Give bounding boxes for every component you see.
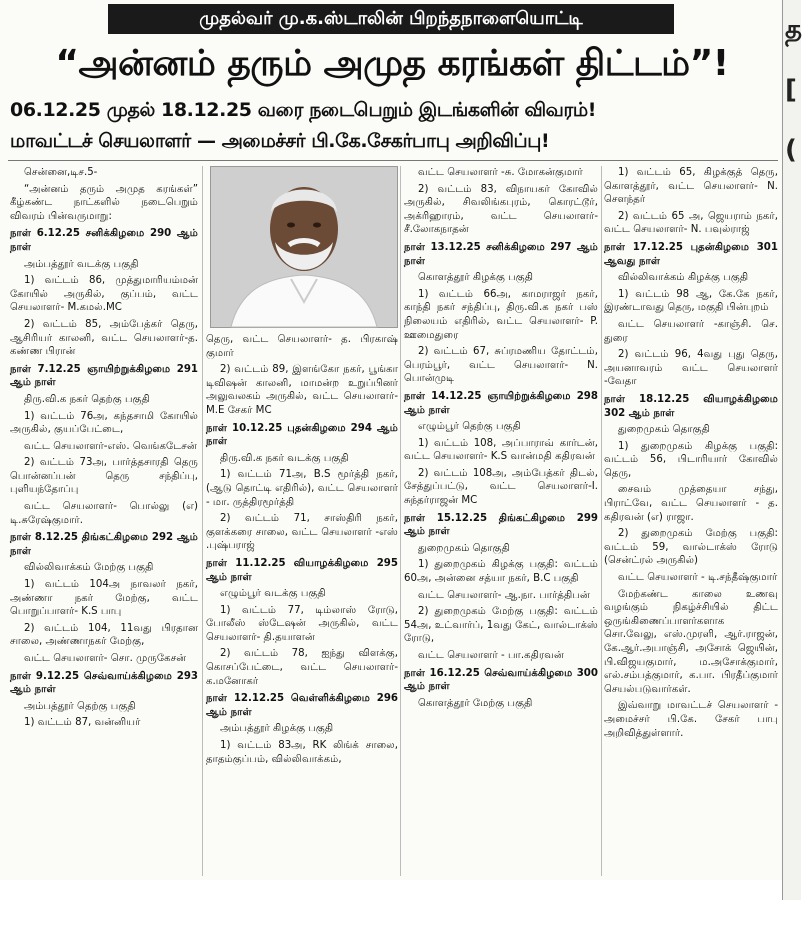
date-heading: நாள் 17.12.25 புதன்கிழமை 301 ஆவது நாள் [604, 241, 778, 267]
article-paragraph: அம்பத்தூர் வடக்கு பகுதி [24, 258, 139, 270]
article-paragraph: 1) வட்டம் 108, அப்பாராவ் கார்டன், வட்ட செயலாளர்- K.S வான்மதி கதிரவன் [404, 437, 598, 463]
article-paragraph: 2) வட்டம் 83, விநாயகர் கோவில் அருகில், சிவலிங்கபுரம், கொரட்டூர், அக்ரிஹாரம், வட்ட செயலாளர்- சீ.லோகநாதன் [404, 183, 598, 236]
edge-glyph: த [785, 15, 802, 45]
date-heading: நாள் 9.12.25 செவ்வாய்க்கிழமை 293 ஆம் நாள் [10, 670, 198, 696]
article-paragraph: 1) வட்டம் 71அ, B.S மூர்த்தி நகர், (ஆடு தொட்டி எதிரில்), வட்ட செயலாளர் - மா. ருத்திரமூர்த்தி [206, 469, 398, 508]
date-heading: நாள் 7.12.25 ஞாயிற்றுக்கிழமை 291 ஆம் நாள் [10, 363, 198, 389]
article-paragraph: 1) வட்டம் 76அ, கந்தசாமி கோயில் அருகில், குயப்பேட்டை, [10, 410, 198, 436]
article-paragraph: தெரு, வட்ட செயலாளர்- த. பிரகாஷ் குமார் [206, 334, 398, 359]
article-paragraph: 2) துறைமுகம் மேற்கு பகுதி: வட்டம் 54அ, உட்வார்ப், 1வது கேட், வால்டாக்ஸ் ரோடு, [404, 606, 598, 645]
article-paragraph: வட்ட செயலாளர் -காஞ்சி. செ. துரை [604, 318, 778, 344]
article-paragraph: 1) வட்டம் 66அ, காமராஜர் நகர், காந்தி நகர் சந்திப்பு, திரு.வி.க நகர் பஸ் நிலையம் எதிரில், வட்ட செயலாளர்- P. ஊமைதுரை [404, 288, 598, 341]
article-column-4 [604, 166, 778, 878]
article-paragraph: எழும்பூர் வடக்கு பகுதி [220, 588, 326, 600]
portrait-photo [210, 166, 398, 328]
article-paragraph: 1) வட்டம் 77, டிம்லாஸ் ரோடு, போலீஸ் ஸ்டேஷன் அருகில், வட்ட செயலாளர்- தி.தயாளன் [206, 604, 398, 643]
article-paragraph: 1) வட்டம் 104அ நாவலர் நகர், அண்ணா நகர் மேற்கு, வட்ட பொறுப்பாளர்- K.S பாபு [10, 579, 198, 618]
date-heading: நாள் 18.12.25 வியாழக்கிழமை 302 ஆம் நாள் [604, 393, 778, 419]
article-paragraph: 2) வட்டம் 71, சாஸ்திரி நகர், குளக்கரை சாலை, வட்ட செயலாளர் -எஸ் .புஷ்பராஜ் [206, 513, 398, 552]
date-heading: நாள் 14.12.25 ஞாயிற்றுக்கிழமை 298 ஆம் நாள் [404, 390, 598, 416]
article-paragraph: 2) வட்டம் 85, அம்பேத்கர் தெரு, ஆசிரியர் காலனி, வட்ட செயலாளர்-த. கண்ண பிரான் [10, 318, 198, 358]
article-paragraph: 1) துறைமுகம் கிழக்கு பகுதி: வட்டம் 56, பிடாரியார் கோவில் தெரு, [604, 440, 778, 479]
article-paragraph: அம்பத்தூர் கிழக்கு பகுதி [220, 723, 334, 735]
article-paragraph: திரு.வி.க நகர் தெற்கு பகுதி [24, 393, 150, 405]
adjacent-page-edge [782, 0, 801, 900]
article-paragraph: வட்ட செயலாளர்- பொல்லு (எ) டி.சுரேஷ்குமார். [10, 501, 198, 526]
article-paragraph: 1) வட்டம் 98 ஆ, கே.கே நகர், இரண்டாவது தெரு, மகுதி பின்புறம் [604, 288, 778, 314]
article-paragraph: வட்ட செயலாளர் - டி.சந்தீஷ்குமார் [618, 572, 778, 584]
article-paragraph: திரு.வி.க நகர் வடக்கு பகுதி [220, 452, 349, 464]
article-paragraph: “அன்னம் தரும் அமுத கரங்கள்” கீழ்கண்ட நாட்களில் நடைபெறும் விவரம் பின்வருமாறு: [10, 183, 198, 222]
article-paragraph: சைவம் முத்தையா சந்து, பிராட்வே, வட்ட செயலாளர் - த. கதிரவன் (எ) ராஜா. [604, 484, 778, 523]
article-paragraph: மேற்கண்ட காலை உணவு வழங்கும் நிகழ்ச்சியில் திட்ட ஒருங்கிணைப்பாளர்களாக சொ.வேலு, எஸ்.முரளி, ஆர்.ராஜன், கே.ஆர்.அபாஞ்சி, அசோக் ஜெயின், பி.விஜயகுமார், ம.அசோக்குமார், எல்.சம்பத்குமார், க.பா. பிரதீப்குமார் செயல்படுவார்கள். [604, 588, 778, 695]
article-column-1 [10, 166, 198, 878]
article-paragraph: 2) வட்டம் 96, 4வது புது தெரு, அயனாவரம் வட்ட செயலாளர் -வேதா [604, 349, 778, 388]
header-divider [8, 160, 778, 161]
article-column-2 [206, 333, 398, 878]
article-paragraph: வில்லிவாக்கம் மேற்கு பகுதி [24, 562, 154, 574]
headline: “அன்னம் தரும் அமுத கரங்கள் திட்டம்”! [55, 43, 729, 84]
article-paragraph: இவ்வாறு மாவட்டச் செயலாளர் - அமைச்சர் பி.கே. சேகர் பாபு அறிவித்துள்ளார். [604, 700, 778, 739]
article-paragraph: கொளத்தூர் மேற்கு பகுதி [418, 697, 533, 709]
article-paragraph: வட்ட செயலாளர் - பா.கதிரவன் [418, 650, 564, 661]
article-paragraph: துறைமுகம் தொகுதி [618, 424, 710, 436]
article-paragraph: 1) வட்டம் 87, வன்னியர் [24, 717, 141, 729]
edge-glyph: [ [785, 75, 797, 105]
column-rule [202, 166, 203, 876]
article-paragraph: வட்ட செயலாளர்- சொ. முருகேசன் [24, 653, 187, 664]
date-heading: நாள் 16.12.25 செவ்வாய்க்கிழமை 300 ஆம் நாள் [404, 667, 598, 693]
article-paragraph: 1) வட்டம் 83அ, RK லிங்க் சாலை, தாதம்குப்பம், வில்லிவாக்கம், [206, 740, 398, 765]
article-paragraph: கொளத்தூர் கிழக்கு பகுதி [418, 272, 534, 284]
article-paragraph: எழும்பூர் தெற்கு பகுதி [418, 421, 521, 433]
portrait-illustration [211, 167, 397, 327]
article-paragraph: 2) வட்டம் 78, ஐந்து விளக்கு, கொசப்பேட்டை, வட்ட செயலாளர்-க.மனோகர் [206, 648, 398, 687]
article-paragraph: 2) வட்டம் 89, இளங்கோ நகர், பூங்கா டிவிஷன் காலனி, மாமன்ற உறுப்பினர் அலுவலகம் அருகில், வட்ட செயலாளர்- M.E சேகர் MC [206, 364, 398, 416]
article-paragraph: வில்லிவாக்கம் கிழக்கு பகுதி [618, 272, 749, 284]
article-paragraph: 2) வட்டம் 67, சுப்ரமணிய தோட்டம், பெரம்பூர், வட்ட செயலாளர்- N. பொன்முடி [404, 346, 598, 385]
date-heading: நாள் 10.12.25 புதன்கிழமை 294 ஆம் நாள் [206, 422, 398, 448]
column-rule [601, 166, 602, 876]
date-heading: நாள் 8.12.25 திங்கட்கிழமை 292 ஆம் நாள் [10, 532, 198, 557]
subheadline-announcement: மாவட்டச் செயலாளர் — அமைச்சர் பி.கே.சேகர்பாபு அறிவிப்பு! [10, 130, 550, 152]
article-column-3 [404, 166, 598, 878]
date-heading: நாள் 13.12.25 சனிக்கிழமை 297 ஆம் நாள் [404, 241, 598, 267]
date-heading: நாள் 6.12.25 சனிக்கிழமை 290 ஆம் நாள் [10, 228, 198, 253]
kicker-banner: முதல்வர் மு.க.ஸ்டாலின் பிறந்தநாளையொட்டி [108, 4, 674, 34]
article-paragraph: வட்ட செயலாளர்- ஆ.நா. பார்த்திபன் [418, 589, 590, 601]
article-paragraph: வட்ட செயலாளர் -சு. மோகன்குமார் [418, 167, 583, 178]
article-paragraph: அம்பத்தூர் தெற்கு பகுதி [24, 700, 136, 712]
date-heading: நாள் 11.12.25 வியாழக்கிழமை 295 ஆம் நாள் [206, 557, 398, 583]
article-paragraph: 2) துறைமுகம் மேற்கு பகுதி: வட்டம் 59, வால்டாக்ஸ் ரோடு (சென்ட்ரல் அருகில்) [604, 528, 778, 567]
article-paragraph: 2) வட்டம் 65 அ, ஜெயராம் நகர், வட்ட செயலாளர்- N. பவுல்ராஜ் [604, 210, 778, 236]
edge-glyph: ( [785, 135, 797, 165]
article-paragraph: 2) வட்டம் 108அ, அம்பேத்கர் திடல், சேத்துப்பட்டு, வட்ட செயலாளர்-I. சுந்தர்ராஜன் MC [404, 467, 598, 507]
article-paragraph: வட்ட செயலாளர்-எஸ். வெங்கடேசன் [24, 440, 197, 452]
subheadline-dates: 06.12.25 முதல் 18.12.25 வரை நடைபெறும் இடங்களின் விவரம்! [10, 99, 597, 121]
article-paragraph: 2) வட்டம் 73அ, பார்த்தசாரதி தெரு பொன்னப்பன் தெரு சந்திப்பு, புளியந்தோப்பு [10, 457, 198, 496]
article-paragraph: 2) வட்டம் 104, 11வது பிரதான சாலை, அண்ணாநகர் மேற்கு, [10, 622, 198, 648]
article-paragraph: 1) வட்டம் 65, கிழக்குத் தெரு, கொளத்தூர், வட்ட செயலாளர்- N. சௌந்தர் [604, 167, 778, 206]
article-paragraph: சென்னை,டிச.5- [24, 167, 98, 178]
date-heading: நாள் 12.12.25 வெள்ளிக்கிழமை 296 ஆம் நாள் [206, 693, 398, 718]
article-paragraph: 1) வட்டம் 86, முத்துமாரியம்மன் கோயில் அருகில், குப்பம், வட்ட செயலாளர்- M.கமல்.MC [10, 275, 198, 314]
column-rule [400, 166, 401, 876]
article-paragraph: 1) துறைமுகம் கிழக்கு பகுதி: வட்டம் 60அ, அன்னை சத்யா நகர், B.C பகுதி [404, 559, 598, 585]
article-paragraph: துறைமுகம் தொகுதி [418, 542, 510, 554]
date-heading: நாள் 15.12.25 திங்கட்கிழமை 299 ஆம் நாள் [404, 512, 598, 538]
